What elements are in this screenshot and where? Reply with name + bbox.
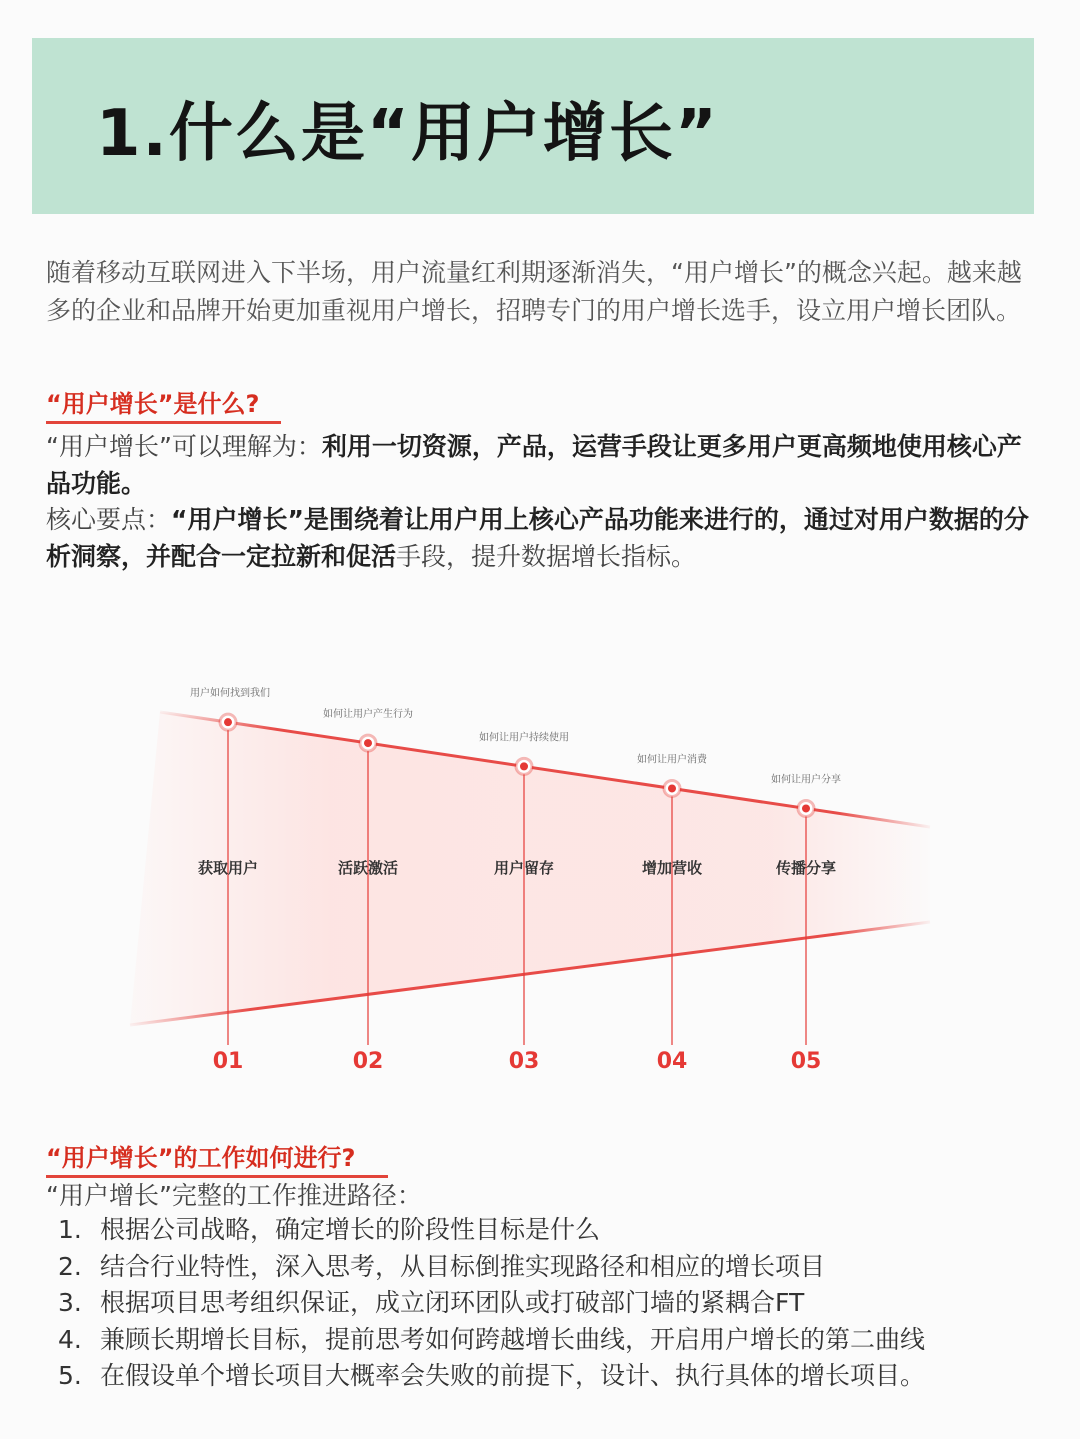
step-number: 5. bbox=[58, 1361, 82, 1390]
stage-label: 传播分享 bbox=[775, 859, 837, 877]
growth-funnel-diagram bbox=[100, 660, 980, 1100]
steps-intro: “用户增长”完整的工作推进路径： bbox=[46, 1181, 422, 1210]
section-heading-what: “用户增长”是什么? bbox=[46, 384, 281, 424]
step-text: 根据项目思考组织保证，成立闭环团队或打破部门墙的紧耦合FT bbox=[100, 1288, 805, 1317]
step-text: 兼顾长期增长目标，提前思考如何跨越增长曲线，开启用户增长的第二曲线 bbox=[100, 1324, 926, 1354]
list-item bbox=[58, 1322, 1048, 1359]
step-text: 在假设单个增长项目大概率会失败的前提下，设计、执行具体的增长项目。 bbox=[100, 1361, 926, 1390]
stage-question: 如何让用户消费 bbox=[637, 754, 707, 766]
title-banner bbox=[32, 38, 1034, 214]
core-prefix: 核心要点： bbox=[46, 505, 172, 534]
stage-number: 04 bbox=[656, 1049, 688, 1074]
step-number: 4. bbox=[58, 1324, 82, 1354]
stage-question: 如何让用户产生行为 bbox=[323, 709, 413, 721]
stage-dot bbox=[802, 804, 810, 812]
list-item bbox=[58, 1249, 1048, 1286]
stage-number: 01 bbox=[212, 1049, 244, 1074]
list-item bbox=[58, 1358, 1048, 1395]
list-item bbox=[58, 1285, 1048, 1322]
definition-paragraph bbox=[46, 428, 1031, 502]
steps-list bbox=[58, 1212, 1048, 1395]
stage-label: 增加营收 bbox=[641, 859, 703, 877]
stage-label: 用户留存 bbox=[493, 859, 555, 877]
intro-paragraph: 随着移动互联网进入下半场，用户流量红利期逐渐消失，“用户增长”的概念兴起。越来越多的企业和品牌开始更加重视用户增长，招聘专门的用户增长选手，设立用户增长团队。 bbox=[46, 258, 1022, 325]
step-number: 2. bbox=[58, 1251, 82, 1281]
stage-dot bbox=[364, 739, 372, 747]
step-text: 结合行业特性，深入思考，从目标倒推实现路径和相应的增长项目 bbox=[100, 1251, 826, 1281]
step-number: 1. bbox=[58, 1215, 82, 1244]
stage-number: 02 bbox=[352, 1049, 384, 1074]
stage-dot bbox=[520, 762, 528, 770]
step-text: 根据公司战略，确定增长的阶段性目标是什么 bbox=[100, 1215, 601, 1244]
stage-question: 如何让用户分享 bbox=[771, 774, 841, 786]
core-rest: 手段，提升数据增长指标。 bbox=[396, 542, 697, 571]
section-heading-how: “用户增长”的工作如何进行? bbox=[46, 1138, 388, 1178]
core-bold: “用户增长”是围绕着让用户用上核心产品功能来进行的，通过对用户数据的分析洞察，并配合一定拉新和促活 bbox=[46, 505, 1029, 571]
stage-question: 如何让用户持续使用 bbox=[479, 732, 569, 744]
stage-number: 03 bbox=[508, 1049, 540, 1074]
stage-question: 用户如何找到我们 bbox=[190, 688, 270, 700]
definition-prefix: “用户增长”可以理解为： bbox=[46, 432, 322, 461]
core-points-paragraph bbox=[46, 501, 1031, 575]
step-number: 3. bbox=[58, 1288, 82, 1317]
stage-dot bbox=[224, 718, 232, 726]
stage-number: 05 bbox=[790, 1049, 822, 1074]
list-item bbox=[58, 1212, 1048, 1249]
definition-bold: 利用一切资源，产品，运营手段让更多用户更高频地使用核心产品功能。 bbox=[46, 432, 1022, 498]
stage-label: 获取用户 bbox=[197, 859, 259, 877]
stage-label: 活跃激活 bbox=[337, 859, 399, 877]
page-title: 1.什么是“用户增长” bbox=[96, 97, 719, 171]
stage-dot bbox=[668, 784, 676, 792]
